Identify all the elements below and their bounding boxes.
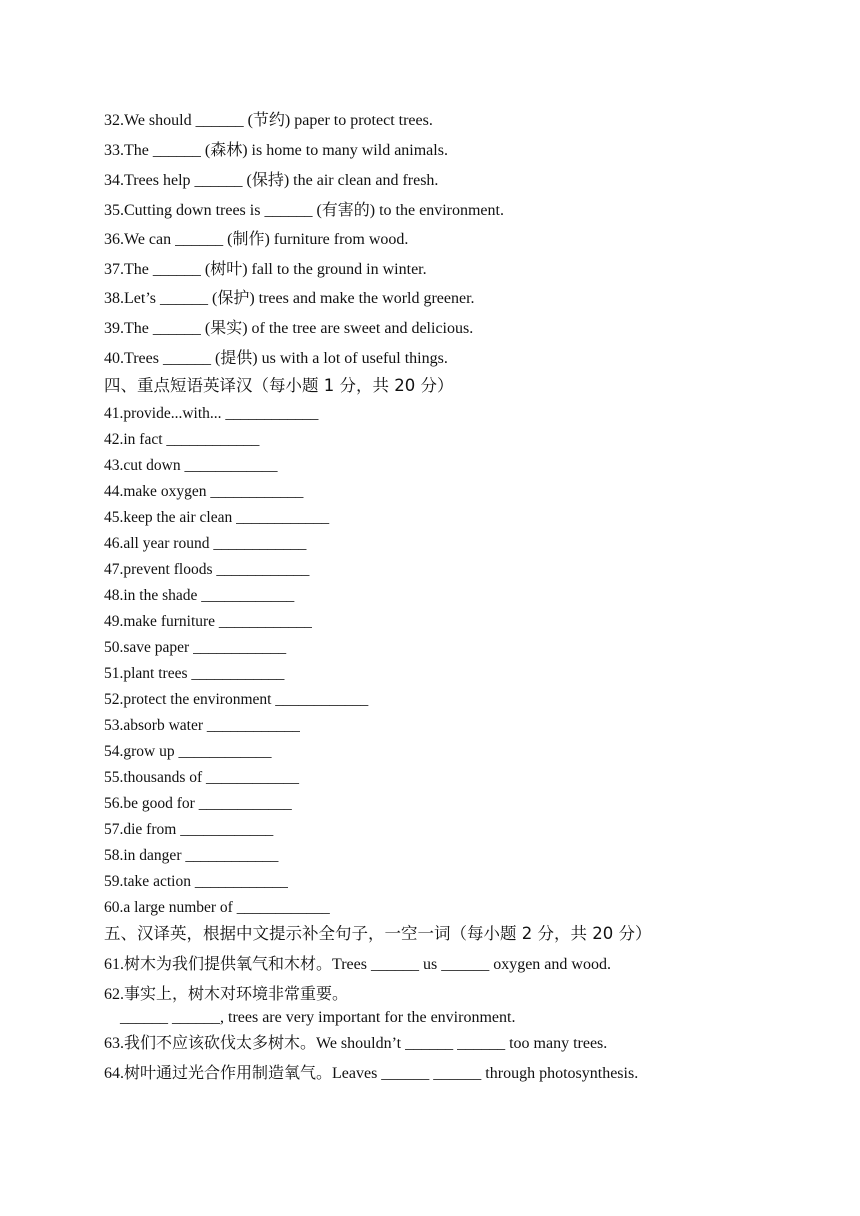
phrase-58: 58.in danger ____________ <box>104 847 279 864</box>
phrase-44: 44.make oxygen ____________ <box>104 483 304 500</box>
phrase-56: 56.be good for ____________ <box>104 795 292 812</box>
sentence-63: 63.我们不应该砍伐太多树木。We shouldn’t ______ ______ too many trees. <box>104 1035 608 1052</box>
question-36: 36.We can ______ (制作) furniture from wood. <box>104 231 409 248</box>
phrase-59: 59.take action ____________ <box>104 873 288 890</box>
phrase-43: 43.cut down ____________ <box>104 457 278 474</box>
phrase-51: 51.plant trees ____________ <box>104 665 285 682</box>
question-39: 39.The ______ (果实) of the tree are sweet and delicious. <box>104 320 474 337</box>
section-5-heading: 五、汉译英，根据中文提示补全句子，一空一词（每小题 2 分，共 20 分） <box>104 924 652 943</box>
sentence-64: 64.树叶通过光合作用制造氧气。Leaves ______ ______ through photosynthesis. <box>104 1065 639 1082</box>
section-4-heading: 四、重点短语英译汉（每小题 1 分，共 20 分） <box>104 376 454 395</box>
sentence-61: 61.树木为我们提供氧气和木材。Trees ______ us ______ oxygen and wood. <box>104 956 611 973</box>
question-38: 38.Let’s ______ (保护) trees and make the world greener. <box>104 290 475 307</box>
question-32: 32.We should ______ (节约) paper to protect trees. <box>104 112 433 129</box>
sentence-62-prompt: 62.事实上，树木对环境非常重要。 <box>104 986 349 1003</box>
phrase-54: 54.grow up ____________ <box>104 743 272 760</box>
question-37: 37.The ______ (树叶) fall to the ground in winter. <box>104 261 427 278</box>
phrase-41: 41.provide...with... ____________ <box>104 405 319 422</box>
phrase-45: 45.keep the air clean ____________ <box>104 509 330 526</box>
phrase-47: 47.prevent floods ____________ <box>104 561 310 578</box>
question-40: 40.Trees ______ (提供) us with a lot of useful things. <box>104 350 448 367</box>
phrase-42: 42.in fact ____________ <box>104 431 260 448</box>
question-33: 33.The ______ (森林) is home to many wild animals. <box>104 142 448 159</box>
question-34: 34.Trees help ______ (保持) the air clean and fresh. <box>104 172 439 189</box>
phrase-49: 49.make furniture ____________ <box>104 613 312 630</box>
phrase-53: 53.absorb water ____________ <box>104 717 300 734</box>
phrase-48: 48.in the shade ____________ <box>104 587 295 604</box>
phrase-55: 55.thousands of ____________ <box>104 769 300 786</box>
phrase-60: 60.a large number of ____________ <box>104 899 330 916</box>
sentence-62-blanks: ______ ______, trees are very important for the environment. <box>120 1009 516 1026</box>
question-35: 35.Cutting down trees is ______ (有害的) to the environment. <box>104 202 504 219</box>
phrase-57: 57.die from ____________ <box>104 821 274 838</box>
phrase-52: 52.protect the environment ____________ <box>104 691 369 708</box>
phrase-46: 46.all year round ____________ <box>104 535 307 552</box>
phrase-50: 50.save paper ____________ <box>104 639 287 656</box>
